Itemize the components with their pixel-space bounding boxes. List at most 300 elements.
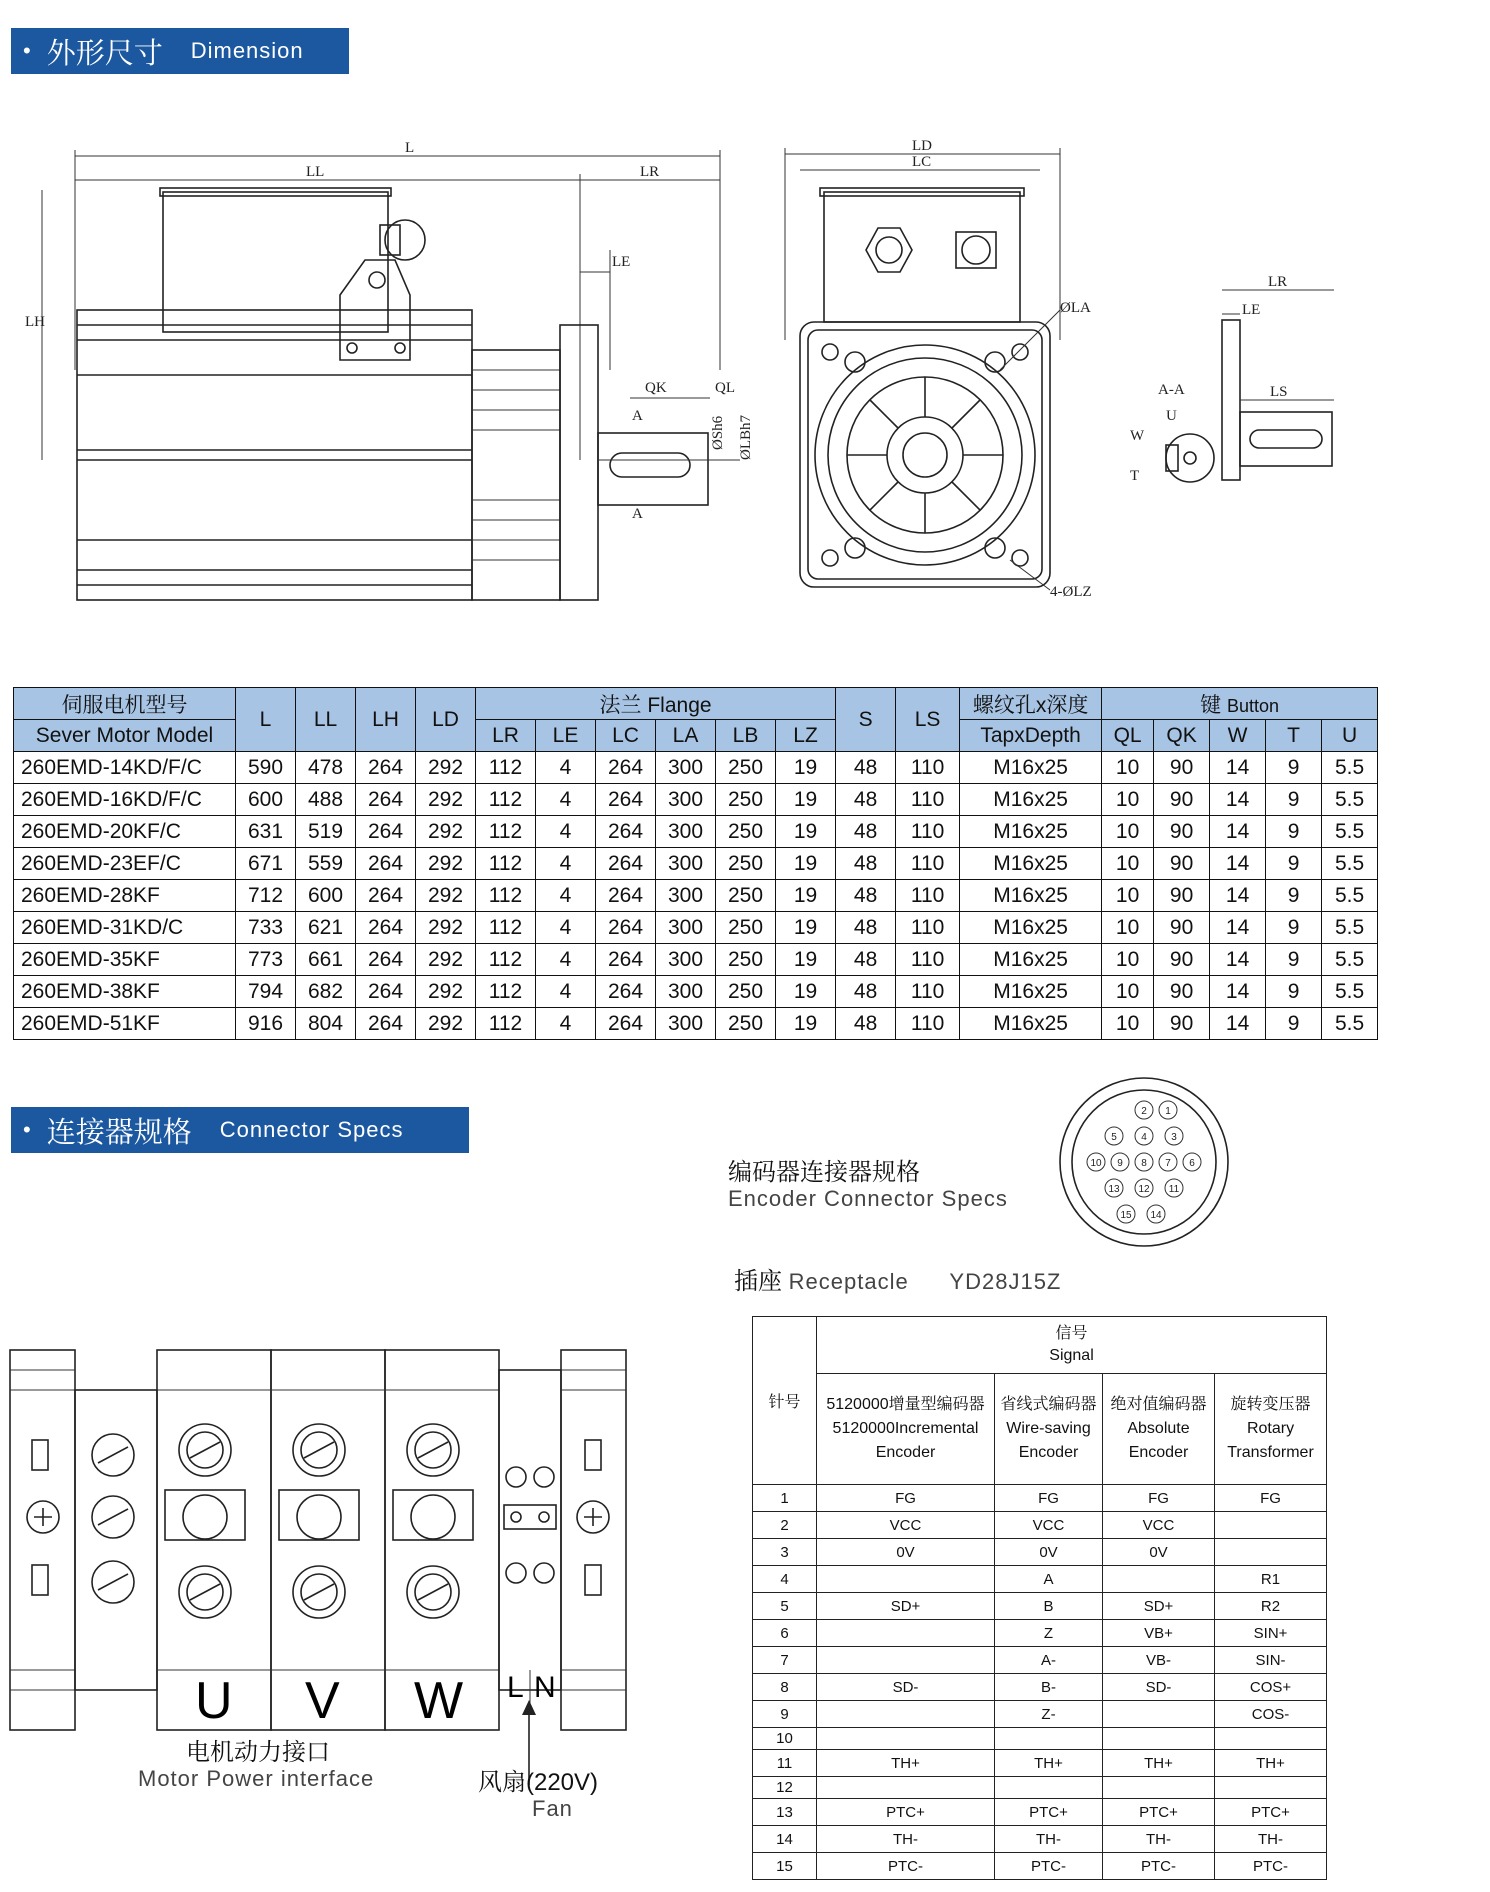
- spec-cell: 773: [236, 944, 296, 976]
- pin-signal: TH+: [1103, 1750, 1215, 1777]
- pin-signal: FG: [1215, 1485, 1327, 1512]
- spec-cell: 300: [656, 944, 716, 976]
- spec-cell: 712: [236, 880, 296, 912]
- pin-signal: VB+: [1103, 1620, 1215, 1647]
- spec-cell: 48: [836, 816, 896, 848]
- motor-front-view-drawing: [760, 140, 1120, 600]
- spec-cell: M16x25: [960, 1008, 1102, 1040]
- spec-cell: 488: [296, 784, 356, 816]
- banner-title-zh: 连接器规格: [46, 1116, 192, 1149]
- pin-signal: VCC: [817, 1512, 995, 1539]
- spec-row: [14, 1008, 1378, 1040]
- spec-cell: 19: [776, 848, 836, 880]
- spec-cell: 292: [416, 912, 476, 944]
- pin-header: 针号: [753, 1317, 817, 1485]
- pin-signal: PTC+: [817, 1799, 995, 1826]
- spec-cell: 19: [776, 880, 836, 912]
- spec-cell: 10: [1102, 912, 1154, 944]
- dim-section-AA: A-A: [1158, 382, 1185, 398]
- pin-number: 15: [753, 1853, 817, 1880]
- spec-cell: 4: [536, 784, 596, 816]
- pin-signal: FG: [817, 1485, 995, 1512]
- spec-cell: 264: [356, 784, 416, 816]
- pin-signal: 0V: [1103, 1539, 1215, 1566]
- spec-cell: 264: [356, 976, 416, 1008]
- spec-cell: 9: [1266, 848, 1322, 880]
- pin-signal: B-: [995, 1674, 1103, 1701]
- header-LD: LD: [416, 688, 476, 752]
- spec-cell: 4: [536, 1008, 596, 1040]
- dim-LD: LD: [912, 138, 932, 154]
- shaft-key-drawing: [1110, 270, 1340, 490]
- spec-row: [14, 944, 1378, 976]
- spec-cell: 110: [896, 848, 960, 880]
- dim-T: T: [1130, 468, 1140, 484]
- header-LS: LS: [896, 688, 960, 752]
- pin-number: 13: [753, 1799, 817, 1826]
- terminal-U: U: [195, 1672, 233, 1730]
- spec-cell: 5.5: [1322, 1008, 1378, 1040]
- motor-power-terminal-drawing: [10, 1330, 630, 1730]
- pin-signal: PTC-: [1103, 1853, 1215, 1880]
- spec-row: [14, 880, 1378, 912]
- dim-LE-key: LE: [1242, 302, 1261, 318]
- spec-cell: 9: [1266, 944, 1322, 976]
- encoder-type-en1: Rotary: [1246, 1420, 1295, 1437]
- pin-signal: COS+: [1215, 1674, 1327, 1701]
- pin-signal: [817, 1777, 995, 1799]
- pin-signal: PTC-: [1215, 1853, 1327, 1880]
- encoder-pin-label: 11: [1168, 1184, 1180, 1195]
- spec-cell: 5.5: [1322, 816, 1378, 848]
- dim-QL: QL: [715, 380, 735, 396]
- motor-spec-table: [13, 687, 1378, 1040]
- spec-cell: 4: [536, 944, 596, 976]
- spec-cell: 90: [1154, 976, 1210, 1008]
- header-LE: LE: [536, 720, 596, 752]
- header-LC: LC: [596, 720, 656, 752]
- spec-cell: 9: [1266, 784, 1322, 816]
- spec-cell: 90: [1154, 880, 1210, 912]
- spec-cell: 300: [656, 880, 716, 912]
- encoder-pin-label: 14: [1150, 1210, 1162, 1221]
- pin-signal: [1215, 1728, 1327, 1750]
- spec-row: [14, 976, 1378, 1008]
- spec-cell: 112: [476, 912, 536, 944]
- dim-LL: LL: [306, 164, 325, 180]
- spec-cell: 112: [476, 848, 536, 880]
- header-LL: LL: [296, 688, 356, 752]
- spec-cell: 264: [596, 848, 656, 880]
- encoder-type-zh: 省线式编码器: [1000, 1396, 1097, 1413]
- pin-signal: COS-: [1215, 1701, 1327, 1728]
- encoder-pin-label: 15: [1120, 1210, 1132, 1221]
- spec-cell: 14: [1210, 976, 1266, 1008]
- model-cell: 260EMD-23EF/C: [14, 848, 236, 880]
- spec-cell: 112: [476, 816, 536, 848]
- signal-header-en: Signal: [1049, 1347, 1094, 1364]
- spec-cell: 916: [236, 1008, 296, 1040]
- dim-LS: LS: [1270, 384, 1288, 400]
- encoder-type-en1: Wire-saving: [1006, 1420, 1091, 1437]
- encoder-type-header: [817, 1374, 995, 1485]
- encoder-type-en2: Encoder: [875, 1444, 936, 1461]
- pin-signal: SD+: [1103, 1593, 1215, 1620]
- encoder-pin-label: 6: [1189, 1158, 1195, 1169]
- pin-signal: TH+: [817, 1750, 995, 1777]
- header-LR: LR: [476, 720, 536, 752]
- spec-cell: 110: [896, 816, 960, 848]
- spec-cell: 250: [716, 912, 776, 944]
- spec-cell: 264: [596, 912, 656, 944]
- spec-cell: 90: [1154, 1008, 1210, 1040]
- encoder-pin-label: 12: [1138, 1184, 1150, 1195]
- spec-cell: 250: [716, 976, 776, 1008]
- pin-number: 8: [753, 1674, 817, 1701]
- header-button: [1102, 688, 1378, 720]
- encoder-pin-label: 9: [1117, 1158, 1123, 1169]
- spec-cell: 5.5: [1322, 848, 1378, 880]
- dim-L: L: [405, 140, 415, 156]
- spec-cell: 4: [536, 976, 596, 1008]
- pin-signal: TH-: [817, 1826, 995, 1853]
- pin-number: 9: [753, 1701, 817, 1728]
- encoder-pin-label: 13: [1108, 1184, 1120, 1195]
- banner-title-zh: 外形尺寸: [46, 37, 163, 70]
- pin-row: [753, 1750, 1327, 1777]
- header-tap-zh: 螺纹孔x深度: [960, 688, 1102, 720]
- spec-cell: 10: [1102, 848, 1154, 880]
- pin-row: [753, 1728, 1327, 1750]
- spec-cell: 264: [356, 944, 416, 976]
- spec-cell: 112: [476, 752, 536, 784]
- spec-cell: 14: [1210, 784, 1266, 816]
- spec-cell: 4: [536, 816, 596, 848]
- pin-signal: [1215, 1777, 1327, 1799]
- model-cell: 260EMD-31KD/C: [14, 912, 236, 944]
- model-cell: 260EMD-16KD/F/C: [14, 784, 236, 816]
- encoder-pin-label: 10: [1090, 1158, 1102, 1169]
- spec-cell: 90: [1154, 848, 1210, 880]
- signal-header-zh: 信号: [1055, 1325, 1088, 1342]
- encoder-type-en2: Encoder: [1128, 1444, 1189, 1461]
- spec-cell: 292: [416, 816, 476, 848]
- banner-bullet: •: [23, 38, 31, 63]
- dim-W: W: [1130, 428, 1145, 444]
- spec-cell: M16x25: [960, 752, 1102, 784]
- encoder-pin-table: [752, 1316, 1327, 1880]
- encoder-type-header: [995, 1374, 1103, 1485]
- pin-signal: FG: [995, 1485, 1103, 1512]
- pin-signal: [1103, 1701, 1215, 1728]
- header-LH: LH: [356, 688, 416, 752]
- header-button-zh: 键: [1200, 693, 1222, 717]
- spec-cell: M16x25: [960, 912, 1102, 944]
- spec-cell: M16x25: [960, 880, 1102, 912]
- spec-cell: 250: [716, 848, 776, 880]
- pin-signal: PTC+: [1215, 1799, 1327, 1826]
- spec-cell: 519: [296, 816, 356, 848]
- header-LB: LB: [716, 720, 776, 752]
- spec-cell: 292: [416, 944, 476, 976]
- section-banner-dimension: [11, 28, 349, 74]
- pin-row: [753, 1566, 1327, 1593]
- spec-cell: 9: [1266, 1008, 1322, 1040]
- spec-cell: 112: [476, 784, 536, 816]
- pin-signal: 0V: [995, 1539, 1103, 1566]
- pin-signal: 0V: [817, 1539, 995, 1566]
- model-cell: 260EMD-28KF: [14, 880, 236, 912]
- pin-signal: [817, 1647, 995, 1674]
- spec-cell: 300: [656, 784, 716, 816]
- spec-cell: 264: [596, 976, 656, 1008]
- pin-number: 3: [753, 1539, 817, 1566]
- spec-cell: 19: [776, 944, 836, 976]
- spec-cell: 631: [236, 816, 296, 848]
- spec-cell: 671: [236, 848, 296, 880]
- spec-cell: 250: [716, 752, 776, 784]
- signal-header: [817, 1317, 1327, 1374]
- spec-cell: 48: [836, 1008, 896, 1040]
- pin-signal: B: [995, 1593, 1103, 1620]
- pin-signal: VB-: [1103, 1647, 1215, 1674]
- header-model-en: Sever Motor Model: [14, 720, 236, 752]
- pin-signal: R1: [1215, 1566, 1327, 1593]
- encoder-title-en: Encoder Connector Specs: [728, 1186, 1008, 1211]
- pin-signal: Z-: [995, 1701, 1103, 1728]
- fan-label-zh: 风扇(220V): [478, 1769, 599, 1796]
- spec-cell: 682: [296, 976, 356, 1008]
- spec-cell: 804: [296, 1008, 356, 1040]
- spec-cell: 264: [356, 880, 416, 912]
- pin-signal: [1103, 1566, 1215, 1593]
- dim-LR: LR: [640, 164, 660, 180]
- encoder-type-header: [1215, 1374, 1327, 1485]
- spec-cell: 478: [296, 752, 356, 784]
- header-LZ: LZ: [776, 720, 836, 752]
- spec-cell: 600: [296, 880, 356, 912]
- pin-number: 1: [753, 1485, 817, 1512]
- spec-cell: 48: [836, 784, 896, 816]
- spec-cell: 48: [836, 912, 896, 944]
- header-S: S: [836, 688, 896, 752]
- spec-cell: 112: [476, 944, 536, 976]
- pin-signal: PTC-: [995, 1853, 1103, 1880]
- spec-row: [14, 848, 1378, 880]
- spec-cell: 110: [896, 944, 960, 976]
- spec-cell: 19: [776, 912, 836, 944]
- spec-cell: 292: [416, 1008, 476, 1040]
- encoder-pin-label: 1: [1165, 1106, 1171, 1117]
- encoder-type-zh: 旋转变压器: [1230, 1396, 1311, 1413]
- encoder-pin-label: 3: [1171, 1132, 1177, 1143]
- spec-cell: 794: [236, 976, 296, 1008]
- spec-cell: 661: [296, 944, 356, 976]
- pin-signal: [1215, 1512, 1327, 1539]
- pin-number: 12: [753, 1777, 817, 1799]
- pin-number: 5: [753, 1593, 817, 1620]
- banner-title-en: Connector Specs: [219, 1117, 404, 1142]
- header-QK: QK: [1154, 720, 1210, 752]
- spec-cell: 4: [536, 880, 596, 912]
- pin-signal: [817, 1620, 995, 1647]
- spec-cell: 10: [1102, 816, 1154, 848]
- header-flange: 法兰 Flange: [476, 688, 836, 720]
- pin-number: 14: [753, 1826, 817, 1853]
- dim-LC: LC: [912, 154, 932, 170]
- fan-terminal-L: L: [507, 1671, 524, 1704]
- spec-cell: M16x25: [960, 816, 1102, 848]
- pin-number: 4: [753, 1566, 817, 1593]
- spec-cell: 264: [596, 752, 656, 784]
- pin-signal: SD+: [817, 1593, 995, 1620]
- pin-row: [753, 1593, 1327, 1620]
- pin-number: 6: [753, 1620, 817, 1647]
- spec-cell: 264: [596, 784, 656, 816]
- encoder-connector-diagram: [1056, 1074, 1236, 1254]
- model-cell: 260EMD-35KF: [14, 944, 236, 976]
- pin-signal: [817, 1701, 995, 1728]
- spec-cell: 264: [356, 816, 416, 848]
- spec-cell: 112: [476, 1008, 536, 1040]
- pin-signal: VCC: [1103, 1512, 1215, 1539]
- encoder-pin-label: 5: [1111, 1132, 1117, 1143]
- pin-signal: [995, 1728, 1103, 1750]
- spec-cell: 110: [896, 1008, 960, 1040]
- dim-QK: QK: [645, 380, 667, 396]
- spec-cell: 5.5: [1322, 976, 1378, 1008]
- dim-shaft-dia: ØSh6: [710, 415, 726, 450]
- terminal-W: W: [414, 1672, 464, 1730]
- dim-U: U: [1166, 408, 1177, 424]
- spec-cell: 300: [656, 912, 716, 944]
- pin-row: [753, 1485, 1327, 1512]
- pin-signal: A: [995, 1566, 1103, 1593]
- encoder-type-en1: Absolute: [1127, 1420, 1190, 1437]
- spec-cell: 292: [416, 880, 476, 912]
- spec-cell: 300: [656, 976, 716, 1008]
- spec-row: [14, 784, 1378, 816]
- spec-cell: 250: [716, 880, 776, 912]
- spec-cell: 14: [1210, 752, 1266, 784]
- header-button-en: Button: [1227, 695, 1280, 716]
- encoder-type-en2: Transformer: [1227, 1444, 1314, 1461]
- pin-signal: A-: [995, 1647, 1103, 1674]
- spec-cell: 5.5: [1322, 752, 1378, 784]
- pin-signal: Z: [995, 1620, 1103, 1647]
- pin-signal: SIN-: [1215, 1647, 1327, 1674]
- spec-row: [14, 912, 1378, 944]
- pin-signal: PTC-: [817, 1853, 995, 1880]
- pin-number: 7: [753, 1647, 817, 1674]
- encoder-title-zh: 编码器连接器规格: [728, 1159, 920, 1186]
- encoder-pin-label: 8: [1141, 1158, 1147, 1169]
- pin-signal: TH-: [995, 1826, 1103, 1853]
- spec-table-body: [14, 752, 1378, 1040]
- dim-LH: LH: [25, 314, 45, 330]
- spec-cell: 48: [836, 976, 896, 1008]
- motor-side-view-drawing: [20, 130, 780, 600]
- encoder-pin-label: 7: [1165, 1158, 1171, 1169]
- spec-row: [14, 816, 1378, 848]
- header-W: W: [1210, 720, 1266, 752]
- pin-signal: [1215, 1539, 1327, 1566]
- encoder-pin-label: 4: [1141, 1132, 1147, 1143]
- spec-cell: 4: [536, 752, 596, 784]
- power-label-en: Motor Power interface: [138, 1766, 375, 1791]
- pin-signal: PTC+: [1103, 1799, 1215, 1826]
- dim-LR-key: LR: [1268, 274, 1288, 290]
- pin-row: [753, 1826, 1327, 1853]
- spec-cell: 112: [476, 880, 536, 912]
- spec-cell: 559: [296, 848, 356, 880]
- spec-cell: 19: [776, 1008, 836, 1040]
- banner-title-en: Dimension: [190, 38, 304, 63]
- spec-cell: 292: [416, 976, 476, 1008]
- dim-LE: LE: [612, 254, 631, 270]
- spec-cell: 264: [596, 944, 656, 976]
- spec-cell: 48: [836, 848, 896, 880]
- header-QL: QL: [1102, 720, 1154, 752]
- spec-cell: 292: [416, 784, 476, 816]
- pin-number: 2: [753, 1512, 817, 1539]
- spec-cell: 19: [776, 816, 836, 848]
- spec-cell: 9: [1266, 912, 1322, 944]
- pin-row: [753, 1512, 1327, 1539]
- header-U: U: [1322, 720, 1378, 752]
- spec-cell: 110: [896, 912, 960, 944]
- pin-signal: [1103, 1777, 1215, 1799]
- header-tap-en: TapxDepth: [960, 720, 1102, 752]
- spec-cell: 48: [836, 880, 896, 912]
- pin-row: [753, 1539, 1327, 1566]
- receptacle-model: YD28J15Z: [949, 1269, 1062, 1294]
- pin-signal: R2: [1215, 1593, 1327, 1620]
- spec-cell: 10: [1102, 1008, 1154, 1040]
- spec-cell: 14: [1210, 848, 1266, 880]
- dim-LZ: 4-ØLZ: [1050, 584, 1092, 600]
- spec-cell: 110: [896, 784, 960, 816]
- spec-cell: 590: [236, 752, 296, 784]
- pin-signal: PTC+: [995, 1799, 1103, 1826]
- spec-cell: 19: [776, 976, 836, 1008]
- spec-cell: 9: [1266, 816, 1322, 848]
- spec-cell: 264: [356, 752, 416, 784]
- spec-cell: 9: [1266, 976, 1322, 1008]
- encoder-pin-label: 2: [1141, 1106, 1147, 1117]
- spec-cell: 4: [536, 912, 596, 944]
- spec-cell: 9: [1266, 880, 1322, 912]
- pin-signal: SIN+: [1215, 1620, 1327, 1647]
- header-L: L: [236, 688, 296, 752]
- pin-signal: [817, 1728, 995, 1750]
- header-LA: LA: [656, 720, 716, 752]
- spec-cell: 300: [656, 848, 716, 880]
- spec-cell: 5.5: [1322, 912, 1378, 944]
- spec-cell: 250: [716, 816, 776, 848]
- spec-cell: M16x25: [960, 944, 1102, 976]
- spec-cell: 292: [416, 848, 476, 880]
- spec-cell: 90: [1154, 944, 1210, 976]
- header-model-zh: 伺服电机型号: [14, 688, 236, 720]
- pin-row: [753, 1777, 1327, 1799]
- spec-cell: 14: [1210, 816, 1266, 848]
- spec-cell: 5.5: [1322, 880, 1378, 912]
- spec-cell: 9: [1266, 752, 1322, 784]
- model-cell: 260EMD-38KF: [14, 976, 236, 1008]
- spec-cell: 300: [656, 816, 716, 848]
- spec-cell: 10: [1102, 944, 1154, 976]
